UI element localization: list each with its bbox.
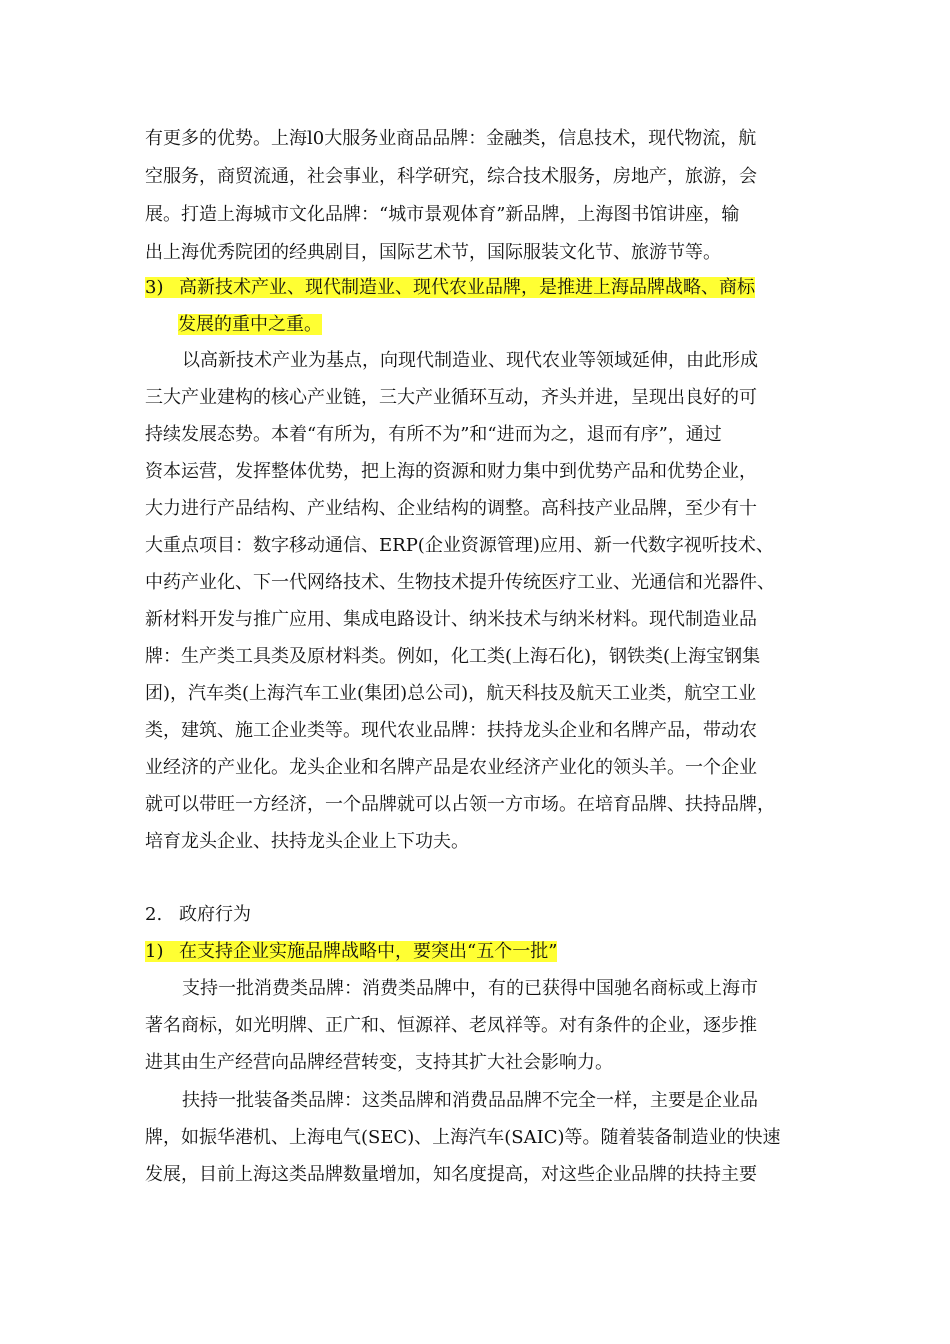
- para2-line-13: 就可以带旺一方经济，一个品牌就可以占领一方市场。在培育品牌、扶持品牌，: [145, 794, 775, 815]
- para2-line-4: 资本运营，发挥整体优势，把上海的资源和财力集中到优势产品和优势企业，: [145, 461, 757, 482]
- section-2-title: 政府行为: [179, 904, 251, 925]
- heading-1: [145, 938, 557, 966]
- para2-line-9: 牌：生产类工具类及原材料类。例如，化工类(上海石化)，钢铁类(上海宝钢集: [145, 646, 761, 667]
- para2-line-6: 大重点项目：数字移动通信、ERP(企业资源管理)应用、新一代数字视听技术、: [145, 535, 774, 556]
- heading-3-number: 3): [145, 277, 164, 298]
- para2-line-12: 业经济的产业化。龙头企业和名牌产品是农业经济产业化的领头羊。一个企业: [145, 757, 757, 778]
- section-2-heading: [145, 901, 251, 929]
- heading-1-highlight: [145, 941, 557, 962]
- para1-line-3: 展。打造上海城市文化品牌：“城市景观体育”新品牌，上海图书馆讲座，输: [145, 204, 740, 225]
- para2-line-14: 培育龙头企业、扶持龙头企业上下功夫。: [145, 831, 469, 852]
- section-2-number: 2.: [145, 904, 163, 925]
- para2-line-2: 三大产业建构的核心产业链，三大产业循环互动，齐头并进，呈现出良好的可: [145, 387, 757, 408]
- para2-line-11: 类，建筑、施工企业类等。现代农业品牌：扶持龙头企业和名牌产品，带动农: [145, 720, 757, 741]
- heading-3-highlight: [145, 277, 755, 298]
- heading-3: [145, 274, 755, 302]
- heading-3-continuation: [178, 311, 322, 339]
- para3-line-1: 支持一批消费类品牌：消费类品牌中，有的已获得中国驰名商标或上海市: [182, 978, 758, 999]
- para4-line-2: 牌，如振华港机、上海电气(SEC)、上海汽车(SAIC)等。随着装备制造业的快速: [145, 1127, 781, 1148]
- heading-1-text: 在支持企业实施品牌战略中，要突出“五个一批”: [179, 941, 558, 962]
- heading-1-number: 1): [145, 941, 164, 962]
- para2-line-7: 中药产业化、下一代网络技术、生物技术提升传统医疗工业、光通信和光器件、: [145, 572, 775, 593]
- heading-3-line-1: 高新技术产业、现代制造业、现代农业品牌，是推进上海品牌战略、商标: [179, 277, 755, 298]
- para1-line-1: 有更多的优势。上海l0大服务业商品品牌：金融类，信息技术，现代物流，航: [145, 128, 757, 149]
- para2-line-5: 大力进行产品结构、产业结构、企业结构的调整。高科技产业品牌，至少有十: [145, 498, 757, 519]
- para2-line-1: 以高新技术产业为基点，向现代制造业、现代农业等领域延伸，由此形成: [182, 350, 758, 371]
- para3-line-3: 进其由生产经营向品牌经营转变，支持其扩大社会影响力。: [145, 1052, 613, 1073]
- para4-line-1: 扶持一批装备类品牌：这类品牌和消费品品牌不完全一样，主要是企业品: [182, 1090, 758, 1111]
- para3-line-2: 著名商标，如光明牌、正广和、恒源祥、老凤祥等。对有条件的企业，逐步推: [145, 1015, 757, 1036]
- para2-line-3: 持续发展态势。本着“有所为，有所不为”和“进而为之，退而有序”，通过: [145, 424, 722, 445]
- heading-3-line-2: 发展的重中之重。: [178, 314, 322, 335]
- para2-line-8: 新材料开发与推广应用、集成电路设计、纳米技术与纳米材料。现代制造业品: [145, 609, 757, 630]
- para1-line-4: 出上海优秀院团的经典剧目，国际艺术节，国际服装文化节、旅游节等。: [145, 242, 721, 263]
- para1-line-2: 空服务，商贸流通，社会事业，科学研究，综合技术服务，房地产，旅游，会: [145, 166, 757, 187]
- para2-line-10: 团)，汽车类(上海汽车工业(集团)总公司)，航天科技及航天工业类，航空工业: [145, 683, 757, 704]
- para4-line-3: 发展，目前上海这类品牌数量增加，知名度提高，对这些企业品牌的扶持主要: [145, 1164, 757, 1185]
